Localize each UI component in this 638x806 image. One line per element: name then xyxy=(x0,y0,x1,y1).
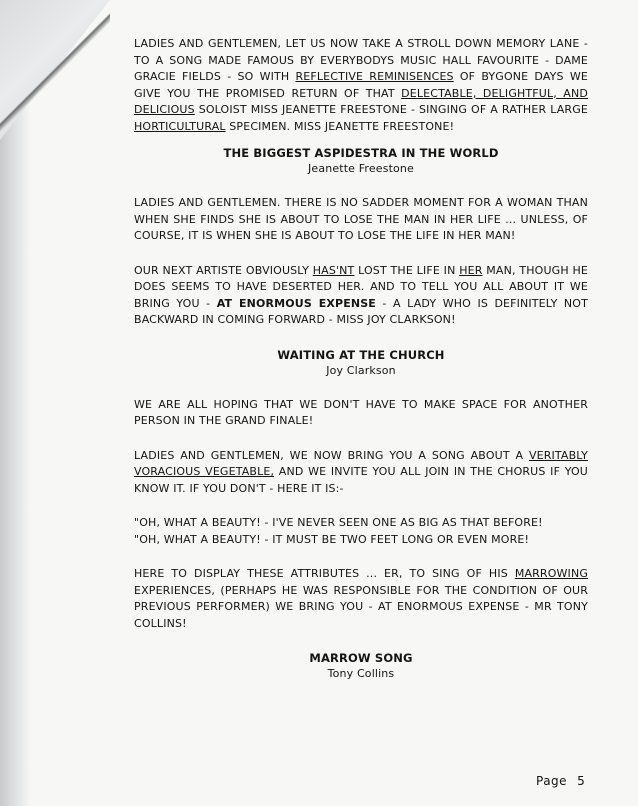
intro-underline-1: REFLECTIVE REMINISENCES xyxy=(295,70,454,83)
page-number-value: 5 xyxy=(577,774,586,788)
intro-text-4: SPECIMEN. MISS JEANETTE FREESTONE! xyxy=(225,119,455,133)
para6-underline-1: MARROWING xyxy=(514,567,588,580)
para5-text-2: AND WE INVITE YOU ALL JOIN IN THE CHORUS IF YOU KNOW IT. IF YOU DON'T - HERE IT IS:- xyxy=(134,465,588,495)
programme-text xyxy=(134,36,588,682)
page-number xyxy=(536,774,585,788)
song-artist-2: Joy Clarkson xyxy=(326,363,396,377)
song-artist-1: Jeanette Freestone xyxy=(308,162,414,175)
para3-underline-2: HER xyxy=(459,263,483,277)
para6-text-2: EXPERIENCES, (PERHAPS HE WAS RESPONSIBLE FOR THE CONDITION OF OUR PREVIOUS PERFORMER) WE BRING YOU - AT ENORMOUS EXPENSE - MR TONY COLLINS! xyxy=(134,583,588,630)
paragraph-3 xyxy=(134,263,588,329)
para5-text-1: LADIES AND GENTLEMEN, WE NOW BRING YOU A SONG ABOUT A xyxy=(134,448,529,462)
para3-text-3: MAN, THOUGH HE DOES SEEMS TO HAVE DESERTED HER. AND TO TELL YOU ALL ABOUT IT WE BRING YOU - xyxy=(134,263,589,310)
song-title-1: THE BIGGEST ASPIDESTRA IN THE WORLD xyxy=(223,146,499,160)
paragraph-6 xyxy=(134,566,588,632)
paragraph-5 xyxy=(134,448,588,498)
chorus-line-1: "OH, WHAT A BEAUTY! - I'VE NEVER SEEN ONE AS BIG AS THAT BEFORE! xyxy=(134,516,543,529)
para3-bold: AT ENORMOUS EXPENSE xyxy=(216,296,376,310)
chorus-line-2: "OH, WHAT A BEAUTY! - IT MUST BE TWO FEET LONG OR EVEN MORE! xyxy=(134,532,530,546)
para3-text-1: OUR NEXT ARTISTE OBVIOUSLY xyxy=(134,263,313,277)
para3-text-4: - A LADY WHO IS DEFINITELY NOT BACKWARD IN COMING FORWARD - MISS JOY CLARKSON! xyxy=(134,296,588,326)
intro-text-2: OF BYGONE DAYS WE GIVE YOU THE PROMISED RETURN OF THAT xyxy=(134,70,588,100)
song-artist-3: Tony Collins xyxy=(327,667,395,680)
intro-text-1: LADIES AND GENTLEMEN, LET US NOW TAKE A STROLL DOWN MEMORY LANE - TO A SONG MADE FAMOUS BY EVERYBODYS MUSIC HALL FAVOURITE - DAME GRACIE FIELDS - SO WITH xyxy=(134,37,588,83)
intro-underline-3: HORTICULTURAL xyxy=(134,119,226,133)
intro-paragraph xyxy=(134,36,588,135)
para3-text-2: LOST THE LIFE IN xyxy=(354,263,460,277)
para6-text-1: HERE TO DISPLAY THESE ATTRIBUTES ... ER, TO SING OF HIS xyxy=(134,567,515,580)
song-title-3: MARROW SONG xyxy=(309,651,413,665)
page-label: Page xyxy=(536,774,568,788)
paragraph-2: LADIES AND GENTLEMEN. THERE IS NO SADDER MOMENT FOR A WOMAN THAN WHEN SHE FINDS SHE IS ABOUT TO LOSE THE MAN IN HER LIFE ... UNLESS, OF COURSE, IT IS WHEN SHE IS ABOUT TO LOSE THE LIFE IN HER MAN! xyxy=(134,196,588,242)
para3-underline-1: HAS'NT xyxy=(312,263,355,277)
intro-underline-2: DELECTABLE, DELIGHTFUL, AND DELICIOUS xyxy=(134,86,588,116)
intro-text-3: SOLOIST MISS JEANETTE FREESTONE - SINGING OF A RATHER LARGE xyxy=(194,103,588,116)
paragraph-4: WE ARE ALL HOPING THAT WE DON'T HAVE TO MAKE SPACE FOR ANOTHER PERSON IN THE GRAND FINALE! xyxy=(134,397,588,427)
folded-corner-crease xyxy=(0,0,110,140)
song-title-2: WAITING AT THE CHURCH xyxy=(277,347,445,362)
para5-underline-1: VERITABLY VORACIOUS VEGETABLE, xyxy=(134,448,588,478)
